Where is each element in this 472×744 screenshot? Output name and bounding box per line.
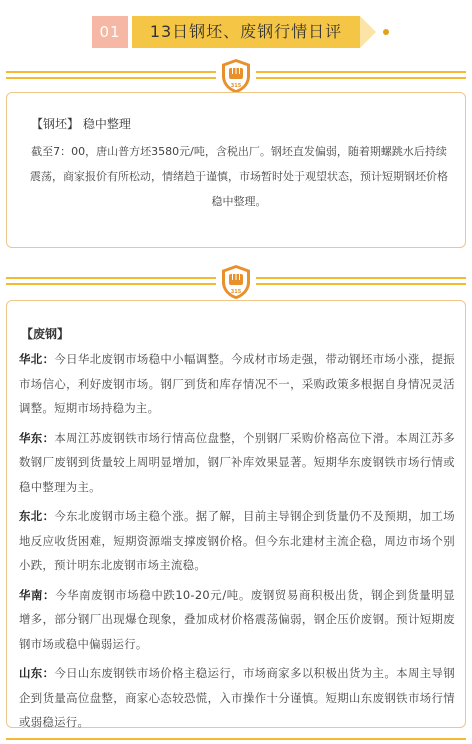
region-paragraph xyxy=(19,583,455,657)
scrap-paragraphs xyxy=(19,347,455,740)
fist-badge-icon xyxy=(220,264,252,300)
section-title: 13日钢坯、废钢行情日评 xyxy=(132,16,360,48)
region-text: 今日山东废钢铁市场价格主稳运行，市场商家多以积极出货为主。本周主导钢企到货量高位盘整，商家心态较恐慌，入市操作十分谨慎。短期山东废钢铁市场行情或弱稳运行。 xyxy=(19,666,455,729)
region-paragraph xyxy=(19,504,455,578)
banner-dot xyxy=(383,29,389,35)
region-label: 山东： xyxy=(19,666,55,680)
region-text: 今华南废钢市场稳中跌10-20元/吨。废钢贸易商积极出货，钢企到货量明显增多，部分钢厂出现爆仓现象，叠加成材价格震荡偏弱，钢企压价废钢。预计短期废钢市场或稳中偏弱运行。 xyxy=(19,587,455,651)
banner-arrow xyxy=(360,16,376,48)
billet-heading: 【钢坯】 稳中整理 xyxy=(31,117,131,131)
section-divider xyxy=(6,56,466,96)
region-text: 今东北废钢市场主稳个涨。据了解，目前主导钢企到货量仍不及预期，加工场地反应收货困难，短期资源端支撑废钢价格。但今东北建材主流企稳，周边市场个别小跌，预计明东北废钢市场主流稳。 xyxy=(19,509,455,572)
region-label: 东北： xyxy=(19,509,55,523)
svg-text:315: 315 xyxy=(230,289,242,295)
region-label: 华北： xyxy=(19,352,55,366)
region-paragraph xyxy=(19,426,455,500)
region-text: 本周江苏废钢铁市场行情高位盘整，个别钢厂采购价格高位下滑。本周江苏多数钢厂废钢到货量较上周明显增加，钢厂补库效果显著。短期华东废钢铁市场行情或稳中整理为主。 xyxy=(19,430,455,494)
scrap-heading: 【废钢】 xyxy=(21,327,70,341)
scrap-section xyxy=(6,300,466,728)
region-label: 华东： xyxy=(19,430,55,445)
section-number: 01 xyxy=(92,16,128,48)
section-divider xyxy=(6,262,466,302)
region-text: 今日华北废钢市场稳中小幅调整。今成材市场走强，带动钢坯市场小涨，提振市场信心，利好废钢市场。钢厂到货和库存情况不一，采购政策多根据自身情况灵活调整。短期市场持稳为主。 xyxy=(19,352,455,415)
bottom-divider xyxy=(6,738,466,740)
region-paragraph xyxy=(19,661,455,735)
billet-body: 截至7：00，唐山普方坯3580元/吨，含税出厂。钢坯直发偏弱，随着期螺跳水后持续震荡，商家报价有所松动，情绪趋于谨慎，市场暂时处于观望状态，预计短期钢坯价格稳中整理。 xyxy=(30,145,448,208)
fist-badge-icon xyxy=(220,58,252,94)
region-paragraph xyxy=(19,347,455,421)
svg-text:315: 315 xyxy=(230,83,242,89)
billet-section xyxy=(6,92,466,248)
region-label: 华南： xyxy=(19,587,56,602)
section-banner xyxy=(92,16,388,48)
